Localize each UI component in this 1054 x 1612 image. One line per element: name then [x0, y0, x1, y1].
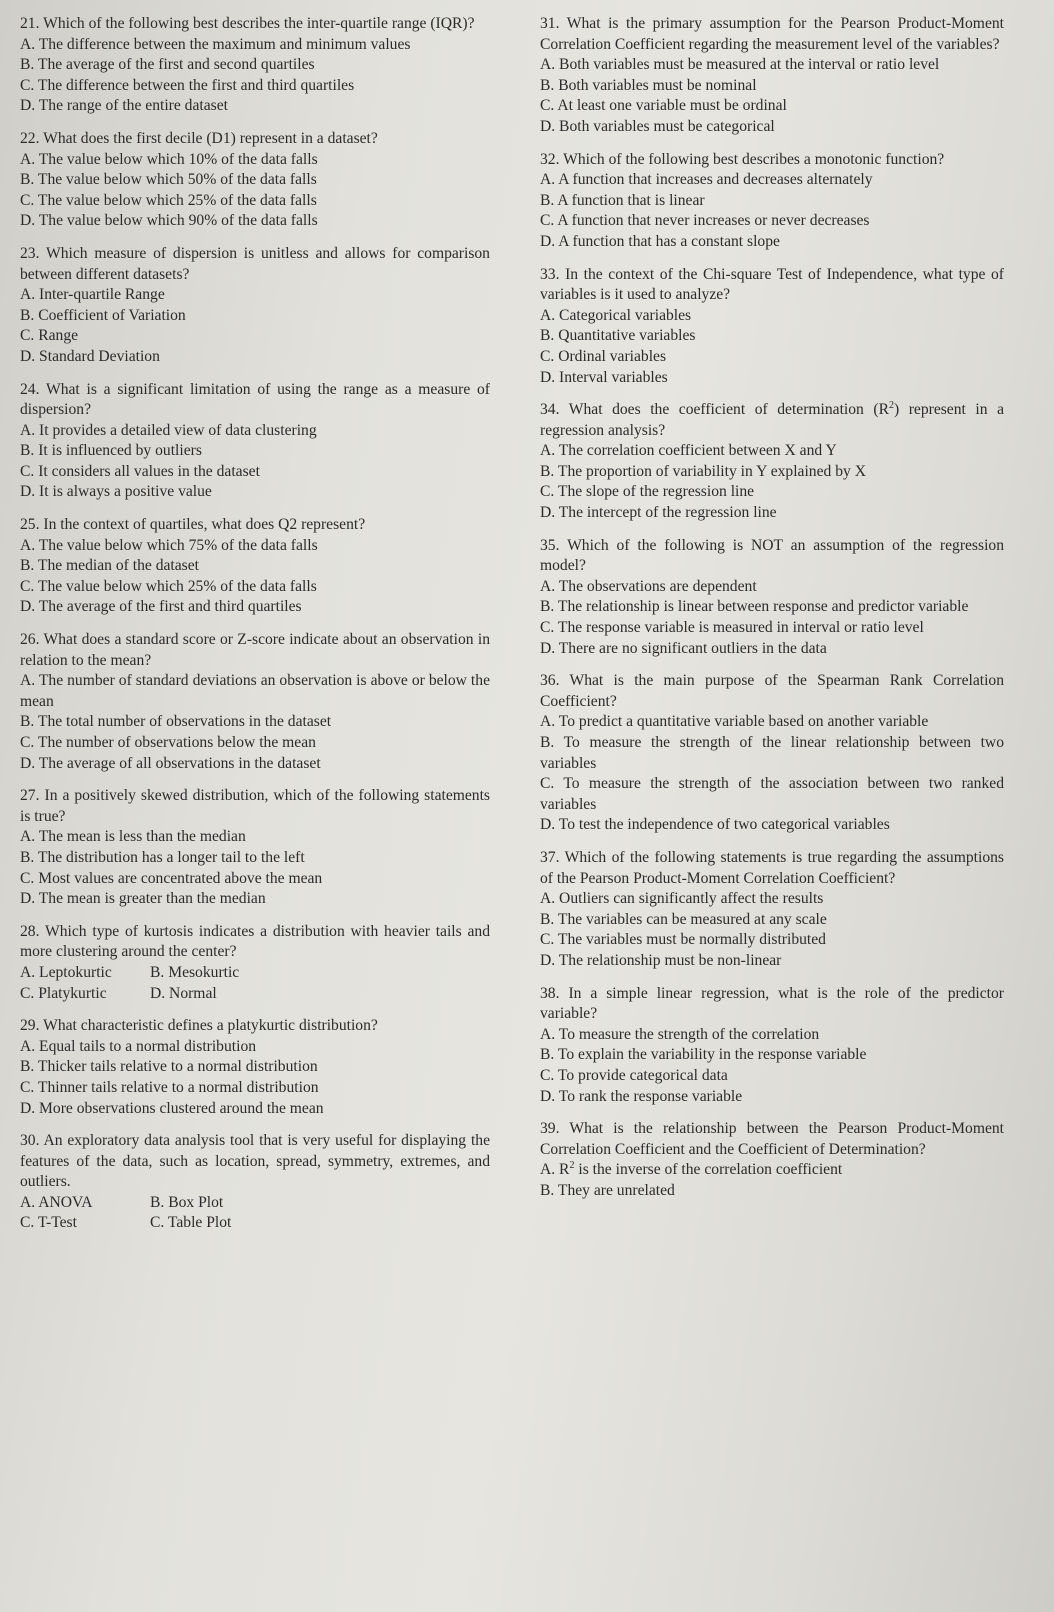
question-33: [540, 265, 1004, 389]
option-b: B. Thicker tails relative to a normal distribution: [20, 1058, 318, 1076]
option-b: B. Coefficient of Variation: [20, 306, 186, 324]
option-a: A. Both variables must be measured at the interval or ratio level: [540, 56, 940, 74]
option-a: A. A function that increases and decreases alternately: [540, 171, 873, 189]
option-b: B. Quantitative variables: [540, 327, 696, 345]
question-stem: In a simple linear regression, what is the role of the predictor variable?: [540, 984, 1004, 1023]
question-number: 30.: [20, 1132, 40, 1150]
option-a: A. The mean is less than the median: [20, 828, 246, 846]
option-a: A. It provides a detailed view of data clustering: [20, 421, 317, 439]
question-26: [20, 630, 490, 774]
option-c: C. Range: [20, 327, 79, 345]
option-d: D. The mean is greater than the median: [20, 890, 266, 908]
option-a: A. The difference between the maximum and minimum values: [20, 35, 411, 53]
option-c: C. The difference between the first and third quartiles: [20, 76, 355, 94]
question-stem: What is a significant limitation of using the range as a measure of dispersion?: [20, 380, 490, 419]
option-c: C. Thinner tails relative to a normal distribution: [20, 1078, 319, 1096]
option-b: B. Box Plot: [150, 1193, 224, 1211]
question-28: [20, 922, 490, 1004]
option-d: D. There are no significant outliers in the data: [540, 639, 827, 657]
option-d: D. Standard Deviation: [20, 347, 160, 365]
option-c-second: C. Table Plot: [150, 1214, 232, 1232]
option-d: D. It is always a positive value: [20, 483, 212, 501]
question-29: [20, 1016, 490, 1119]
option-d: D. The range of the entire dataset: [20, 97, 228, 115]
question-35: [540, 536, 1004, 660]
question-39: [540, 1119, 1004, 1201]
option-b: B. The total number of observations in the dataset: [20, 713, 332, 731]
option-d: D. The average of all observations in the dataset: [20, 754, 321, 772]
question-number: 36.: [540, 672, 560, 690]
question-25: [20, 515, 490, 618]
question-number: 25.: [20, 516, 40, 534]
option-d: D. The average of the first and third quartiles: [20, 598, 302, 616]
option-c: C. Platykurtic: [20, 984, 107, 1002]
question-24: [20, 380, 490, 504]
option-a-start: A. R: [540, 1161, 570, 1179]
question-number: 32.: [540, 150, 560, 168]
question-stem: Which of the following statements is true regarding the assumptions of the Pearson Product-Moment Correlation Coefficient?: [540, 848, 1004, 887]
question-22: [20, 129, 490, 232]
option-b: B. Both variables must be nominal: [540, 76, 757, 94]
question-number: 29.: [20, 1017, 40, 1035]
option-b: B. It is influenced by outliers: [20, 442, 202, 460]
left-column: [20, 14, 490, 1246]
option-b: B. The average of the first and second quartiles: [20, 56, 315, 74]
option-d: D. More observations clustered around the mean: [20, 1099, 324, 1117]
option-b: B. The distribution has a longer tail to the left: [20, 848, 305, 866]
question-37: [540, 848, 1004, 972]
question-21: [20, 14, 490, 117]
question-stem: What does a standard score or Z-score indicate about an observation in relation to the mean?: [20, 631, 490, 669]
question-31: [540, 14, 1004, 138]
option-a: A. ANOVA: [20, 1193, 93, 1211]
option-a: A. To predict a quantitative variable based on another variable: [540, 713, 929, 731]
option-a: A. Inter-quartile Range: [20, 286, 165, 304]
option-b: B. The median of the dataset: [20, 557, 199, 575]
option-a-end: is the inverse of the correlation coefficient: [574, 1161, 843, 1179]
option-b: B. The variables can be measured at any scale: [540, 910, 827, 928]
question-stem-end: ) represent in a regression analysis?: [540, 401, 1004, 439]
option-c: C. The response variable is measured in interval or ratio level: [540, 619, 924, 637]
question-stem: Which of the following is NOT an assumption of the regression model?: [540, 536, 1004, 575]
question-stem: What is the main purpose of the Spearman Rank Correlation Coefficient?: [540, 672, 1005, 710]
question-number: 22.: [20, 129, 40, 147]
question-stem: In the context of quartiles, what does Q2 represent?: [43, 516, 366, 534]
question-stem: In the context of the Chi-square Test of Independence, what type of variables is it used to analyze?: [540, 265, 1004, 304]
option-c: C. To measure the strength of the association between two ranked variables: [540, 775, 1004, 813]
option-a: A. The number of standard deviations an observation is above or below the mean: [20, 672, 490, 710]
superscript: 2: [569, 1160, 575, 1172]
option-a: [540, 1160, 1004, 1181]
option-b: B. They are unrelated: [540, 1181, 675, 1199]
question-number: 28.: [20, 922, 40, 940]
option-c: C. The slope of the regression line: [540, 483, 755, 501]
option-d: D. The relationship must be non-linear: [540, 951, 782, 969]
question-stem: An exploratory data analysis tool that is very useful for displaying the features of the data, such as location, spread, symmetry, extremes, and outliers.: [20, 1132, 490, 1191]
option-d: D. To rank the response variable: [540, 1087, 743, 1105]
option-d: D. The intercept of the regression line: [540, 504, 777, 522]
question-stem-start: What does the coefficient of determination (R: [568, 401, 889, 419]
option-b: B. The relationship is linear between response and predictor variable: [540, 598, 969, 616]
question-number: 31.: [540, 15, 560, 32]
option-a: A. Categorical variables: [540, 306, 692, 324]
option-a: A. To measure the strength of the correlation: [540, 1025, 820, 1043]
option-d: D. Normal: [150, 984, 217, 1002]
option-d: D. The value below which 90% of the data falls: [20, 212, 318, 230]
option-a: A. The value below which 10% of the data falls: [20, 150, 318, 168]
option-a: A. Outliers can significantly affect the results: [540, 890, 824, 908]
superscript: 2: [888, 399, 894, 411]
right-column: [540, 14, 1004, 1213]
question-stem: In a positively skewed distribution, which of the following statements is true?: [20, 787, 490, 825]
option-c: C. The variables must be normally distributed: [540, 931, 826, 949]
option-c: C. The number of observations below the mean: [20, 734, 316, 751]
option-b: B. A function that is linear: [540, 191, 705, 209]
option-b: B. Mesokurtic: [150, 963, 240, 981]
question-stem: Which type of kurtosis indicates a distribution with heavier tails and more clustering around the center?: [20, 922, 490, 961]
option-a: A. The observations are dependent: [540, 577, 757, 595]
question-stem: Which measure of dispersion is unitless and allows for comparison between different datasets?: [20, 244, 490, 283]
question-stem: Which of the following best describes a monotonic function?: [563, 150, 945, 168]
option-b: B. The proportion of variability in Y explained by X: [540, 462, 866, 480]
question-stem: What is the relationship between the Pearson Product-Moment Correlation Coefficient and the Coefficient of Determination?: [540, 1120, 1005, 1158]
option-b: B. The value below which 50% of the data falls: [20, 171, 317, 189]
question-30: [20, 1131, 490, 1234]
option-a: A. Equal tails to a normal distribution: [20, 1037, 257, 1055]
question-number: 38.: [540, 984, 560, 1002]
question-number: 24.: [20, 380, 40, 398]
option-c: C. To provide categorical data: [540, 1066, 728, 1084]
option-c: C. A function that never increases or never decreases: [540, 212, 870, 230]
question-number: 37.: [540, 848, 560, 866]
question-stem: What is the primary assumption for the Pearson Product-Moment Correlation Coefficient regarding the measurement level of the variables?: [540, 15, 1004, 53]
option-d: D. Both variables must be categorical: [540, 117, 775, 135]
question-32: [540, 150, 1004, 253]
question-number: 26.: [20, 631, 40, 649]
question-stem: Which of the following best describes the inter-quartile range (IQR)?: [43, 15, 475, 32]
option-c: C. At least one variable must be ordinal: [540, 97, 787, 115]
option-b: B. To measure the strength of the linear relationship between two variables: [540, 734, 1004, 772]
question-38: [540, 984, 1004, 1108]
option-a: A. The value below which 75% of the data falls: [20, 536, 318, 554]
question-stem: What does the first decile (D1) represent in a dataset?: [43, 129, 378, 147]
question-number: 27.: [20, 787, 40, 805]
question-number: 34.: [540, 401, 560, 419]
option-a: A. Leptokurtic: [20, 963, 112, 981]
option-d: D. A function that has a constant slope: [540, 232, 780, 250]
option-c: C. The value below which 25% of the data falls: [20, 191, 317, 209]
question-27: [20, 786, 490, 910]
option-a: A. The correlation coefficient between X and Y: [540, 442, 837, 460]
question-number: 39.: [540, 1120, 560, 1138]
question-stem: What characteristic defines a platykurtic distribution?: [43, 1017, 378, 1035]
option-c: C. It considers all values in the dataset: [20, 462, 260, 480]
question-number: 23.: [20, 244, 40, 262]
question-number: 21.: [20, 15, 40, 32]
option-c: C. T-Test: [20, 1214, 77, 1232]
option-d: D. To test the independence of two categorical variables: [540, 816, 890, 834]
option-c: C. The value below which 25% of the data falls: [20, 577, 317, 595]
question-23: [20, 244, 490, 368]
option-d: D. Interval variables: [540, 368, 668, 386]
option-b: B. To explain the variability in the response variable: [540, 1046, 867, 1064]
question-number: 33.: [540, 265, 560, 283]
question-36: [540, 671, 1004, 836]
option-c: C. Most values are concentrated above the mean: [20, 869, 323, 887]
question-number: 35.: [540, 536, 560, 554]
question-34: [540, 400, 1004, 524]
option-c: C. Ordinal variables: [540, 347, 667, 365]
